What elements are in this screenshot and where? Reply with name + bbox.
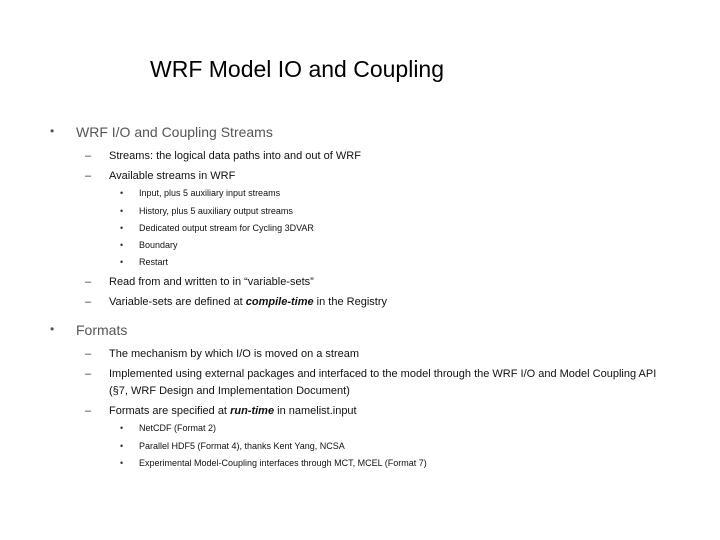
- text-segment: in the Registry: [313, 296, 387, 308]
- bullet-implemented-line-1: Implemented using external packages and interfaced to the model through the WRF I/O and Model Coupling API: [109, 368, 657, 380]
- bullet-varsets-defined: [109, 296, 387, 308]
- text-segment: in namelist.input: [274, 405, 357, 417]
- bullet-restart-stream: Restart: [139, 257, 169, 267]
- dash-marker: –: [85, 170, 92, 182]
- text-segment: Variable-sets are defined at: [109, 296, 246, 308]
- bullet-varsets-read: Read from and written to in “variable-sets”: [109, 276, 314, 288]
- dash-marker: –: [85, 150, 92, 162]
- dash-marker: –: [85, 405, 92, 417]
- bullet-streams-definition: Streams: the logical data paths into and out of WRF: [109, 150, 361, 162]
- bullet-hdf5: Parallel HDF5 (Format 4), thanks Kent Yang, NCSA: [139, 441, 345, 451]
- sub-bullet-marker: •: [120, 240, 124, 250]
- sub-bullet-marker: •: [120, 458, 124, 468]
- bullet-mechanism: The mechanism by which I/O is moved on a stream: [109, 348, 360, 360]
- sub-bullet-marker: •: [120, 441, 124, 451]
- dash-marker: –: [85, 296, 92, 308]
- sub-bullet-marker: •: [120, 223, 124, 233]
- slide-title: WRF Model IO and Coupling: [150, 56, 445, 82]
- bullet-formats-heading: Formats: [76, 322, 128, 338]
- bullet-boundary-stream: Boundary: [139, 240, 178, 250]
- sub-bullet-marker: •: [120, 257, 124, 267]
- bullet-netcdf: NetCDF (Format 2): [139, 423, 217, 433]
- bullet-marker: •: [50, 322, 55, 336]
- sub-bullet-marker: •: [120, 423, 124, 433]
- bullet-dedicated-stream: Dedicated output stream for Cycling 3DVAR: [139, 223, 314, 233]
- bullet-formats-specified: [109, 405, 357, 417]
- dash-marker: –: [85, 276, 92, 288]
- dash-marker: –: [85, 348, 92, 360]
- bullet-experimental: Experimental Model-Coupling interfaces through MCT, MCEL (Format 7): [139, 458, 427, 468]
- bullet-available-streams: Available streams in WRF: [109, 170, 236, 182]
- emphasis-compile-time: compile-time: [245, 296, 314, 308]
- bullet-marker: •: [50, 124, 55, 138]
- sub-bullet-marker: •: [120, 206, 124, 216]
- bullet-history-stream: History, plus 5 auxiliary output streams: [139, 206, 293, 216]
- text-segment: Formats are specified at: [109, 405, 231, 417]
- sub-bullet-marker: •: [120, 188, 124, 198]
- bullet-input-stream: Input, plus 5 auxiliary input streams: [139, 188, 281, 198]
- emphasis-run-time: run-time: [230, 405, 275, 417]
- dash-marker: –: [85, 368, 92, 380]
- bullet-implemented-line-2: (§7, WRF Design and Implementation Document): [109, 385, 350, 397]
- bullet-streams-heading: WRF I/O and Coupling Streams: [76, 124, 273, 140]
